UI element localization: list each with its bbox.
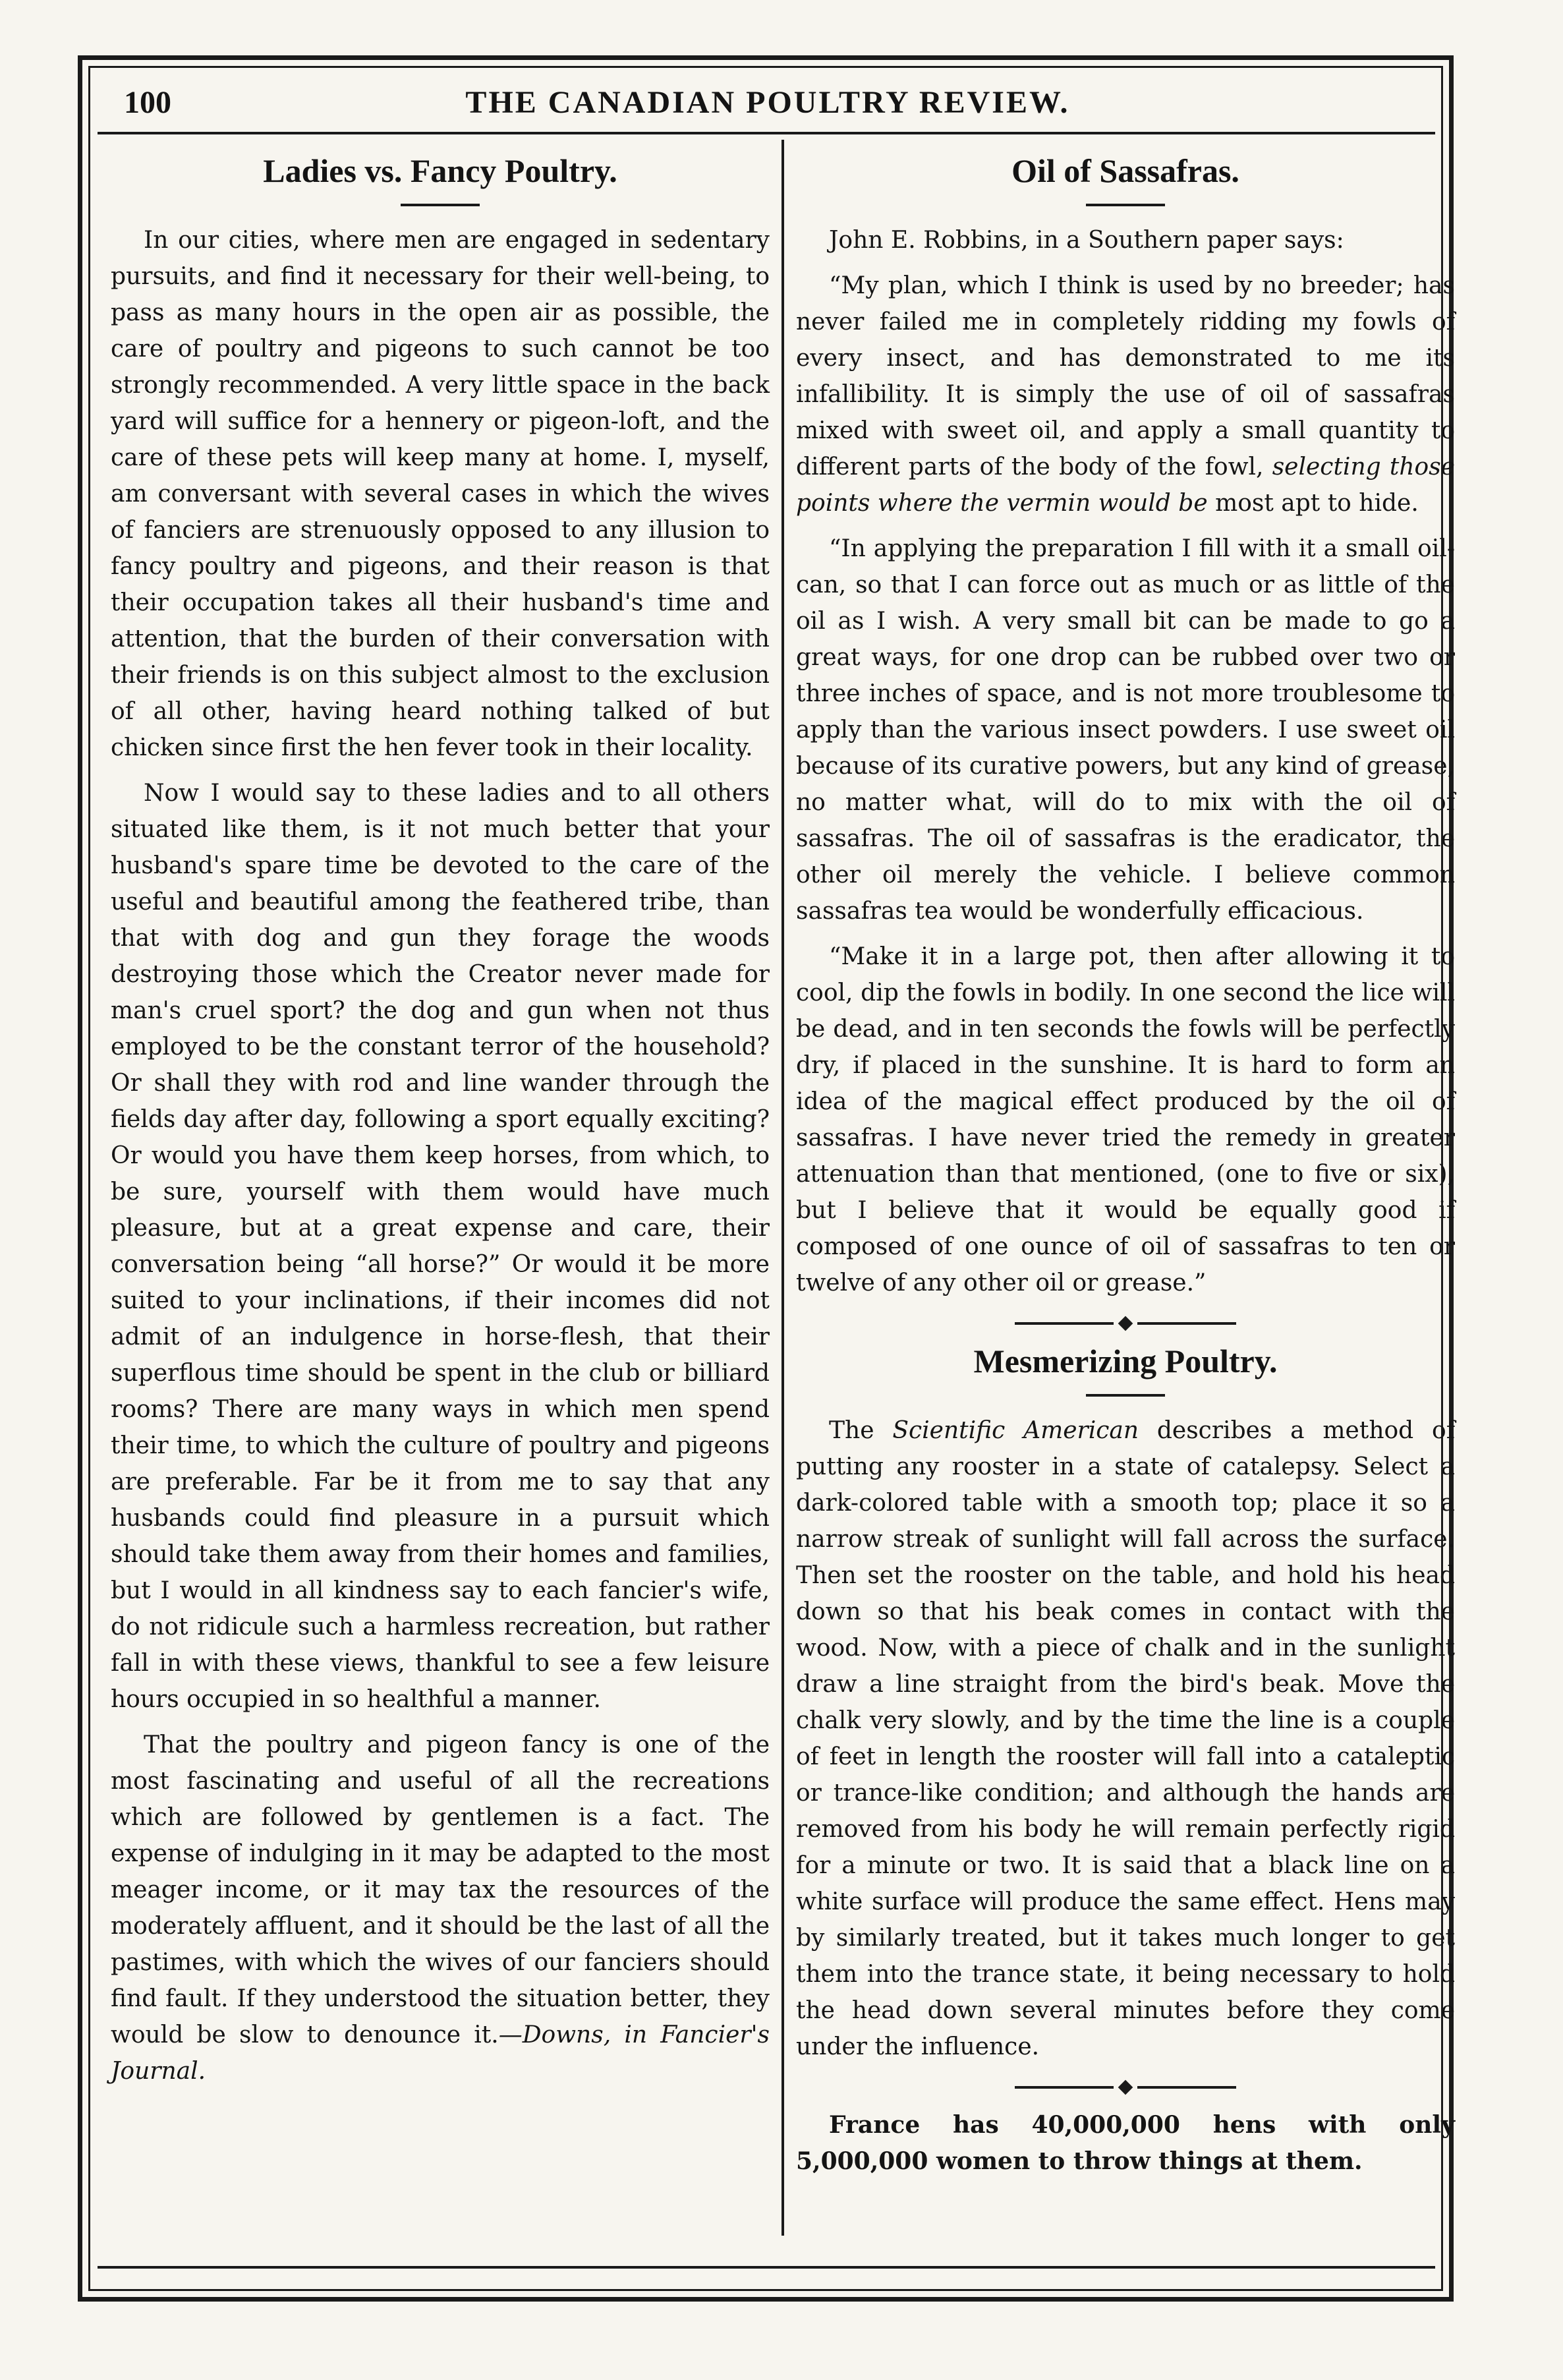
paragraph-text: That the poultry and pigeon fancy is one of the most fascinating and useful of all the recreations which are followed by gentlemen is a fact. The expense of indulging in it may be adapted to the most meager income, or it may tax the resources of the moderately affluent, and it should be the last of all the pastimes, with which the wives of our fanciers should find fault. If they understood the situation better, they would be slow to denounce it. (111, 1731, 770, 2048)
article-title-sassafras: Oil of Sassafras. (1011, 152, 1239, 189)
article-title-mesmerizing: Mesmerizing Poultry. (973, 1343, 1278, 1379)
paragraph-italic: selecting those points where the vermin would be (796, 453, 1455, 517)
title-rule (1086, 1394, 1165, 1397)
article-paragraph: Now I would say to these ladies and to all others situated like them, is it not much better that your husband's spare time be devoted to the care of the useful and beautiful among the feathered tribe, than that with dog and gun they forage the woods destroying those which the Creator never made for man's cruel sport? the dog and gun when not thus employed to be the constant terror of the household? Or shall they with rod and line wander through the fields day after day, following a sport equally exciting? Or would you have them keep horses, from which, to be sure, yourself with them would have much pleasure, but at a great expense and care, their conversation being “all horse?” Or would it be more suited to your inclinations, if their incomes did not admit of an indulgence in horse-flesh, that their superflous time should be spent in the club or billiard rooms? There are many ways in which men spend their time, to which the culture of poultry and pigeons are preferable. Far be it from me to say that any husbands could find pleasure in a pursuit which should take them away from their homes and families, but I would in all kindness say to each fancier's wife, do not ridicule such a harmless recreation, but rather fall in with these views, thankful to see a few leisure hours occupied in so healthful a manner. (111, 780, 770, 1713)
ornament-line (1015, 2086, 1114, 2089)
closing-note: France has 40,000,000 hens with only 5,000,000 women to throw things at them. (796, 2111, 1455, 2175)
article-paragraph (796, 268, 1455, 521)
page-header (105, 80, 1430, 127)
paragraph-text: The (829, 1417, 874, 1444)
paragraph-italic: Scientific American (892, 1417, 1139, 1444)
paragraph-text: most apt to hide. (1215, 490, 1419, 517)
article-intro: John E. Robbins, in a Southern paper says: (829, 227, 1344, 254)
attribution: —Downs, in Fancier's Journal. (111, 2021, 770, 2085)
section-ornament (796, 2082, 1455, 2093)
article-paragraph: “In applying the preparation I fill with it a small oil-can, so that I can force out as much or as little of the oil as I wish. A very small bit can be made to go a great ways, for one drop can be rubbed over two or three inches of space, and is not more troublesome to apply than the various insect powders. I use sweet oil because of its curative powers, but any kind of grease, no matter what, will do to mix with the oil of sassafras. The oil of sassafras is the eradicator, the other oil merely the vehicle. I believe common sassafras tea would be wonderfully efficacious. (796, 535, 1455, 925)
page-number: 100 (124, 85, 171, 120)
ornament-diamond (1118, 1316, 1133, 1331)
right-column (796, 153, 1455, 2180)
title-rule (1086, 204, 1165, 206)
paragraph-text: describes a method of putting any rooster in a state of catalepsy. Select a dark-colored table with a smooth top; place it so a narrow streak of sunlight will fall across the surface. Then set the rooster on the table, and hold his head down so that his beak comes in contact with the wood. Now, with a piece of chalk and in the sunlight draw a line straight from the bird's beak. Move the chalk very slowly, and by the time the line is a couple of feet in length the rooster will fall into a cataleptic or trance-like condition; and although the hands are removed from his body he will remain perfectly rigid for a minute or two. It is said that a black line on a white surface will produce the same effect. Hens may by similarly treated, but it takes much longer to get them into the trance state, it being necessary to hold the head down several minutes before they come under the influence. (796, 1417, 1456, 2060)
bottom-rule (98, 2266, 1435, 2269)
journal-title: THE CANADIAN POULTRY REVIEW. (465, 85, 1070, 120)
ornament-line (1137, 1322, 1236, 1325)
ornament-line (1015, 1322, 1114, 1325)
title-rule (401, 204, 480, 206)
column-divider (782, 140, 784, 2236)
section-ornament (796, 1318, 1455, 1329)
ornament-line (1137, 2086, 1236, 2089)
article-paragraph (796, 1412, 1455, 2065)
article-paragraph (111, 1727, 770, 2089)
left-column (111, 153, 770, 2099)
article-title-ladies: Ladies vs. Fancy Poultry. (263, 152, 617, 189)
header-rule (98, 132, 1435, 134)
article-paragraph: In our cities, where men are engaged in sedentary pursuits, and find it necessary for their well-being, to pass as many hours in the open air as possible, the care of poultry and pigeons to such cannot be too strongly recommended. A very little space in the back yard will suffice for a hennery or pigeon-loft, and the care of these pets will keep many at home. I, myself, am conversant with several cases in which the wives of fanciers are strenuously opposed to any illusion to fancy poultry and pigeons, and their reason is that their occupation takes all their husband's time and attention, that the burden of their conversation with their friends is on this subject almost to the exclusion of all other, having heard nothing talked of but chicken since first the hen fever took in their locality. (111, 227, 770, 761)
article-paragraph: “Make it in a large pot, then after allowing it to cool, dip the fowls in bodily. In one second the lice will be dead, and in ten seconds the fowls will be perfectly dry, if placed in the sunshine. It is hard to form an idea of the magical effect produced by the oil of sassafras. I have never tried the remedy in greater attenuation than that mentioned, (one to five or six), but I believe that it would be equally good if composed of one ounce of oil of sassafras to ten or twelve of any other oil or grease.” (796, 943, 1455, 1296)
paragraph-text: “My plan, which I think is used by no breeder; has never failed me in completely ridding my fowls of every insect, and has demonstrated to me its infallibility. It is simply the use of oil of sassafras mixed with sweet oil, and apply a small quantity to different parts of the body of the fowl, (796, 272, 1455, 480)
ornament-diamond (1118, 2080, 1133, 2095)
